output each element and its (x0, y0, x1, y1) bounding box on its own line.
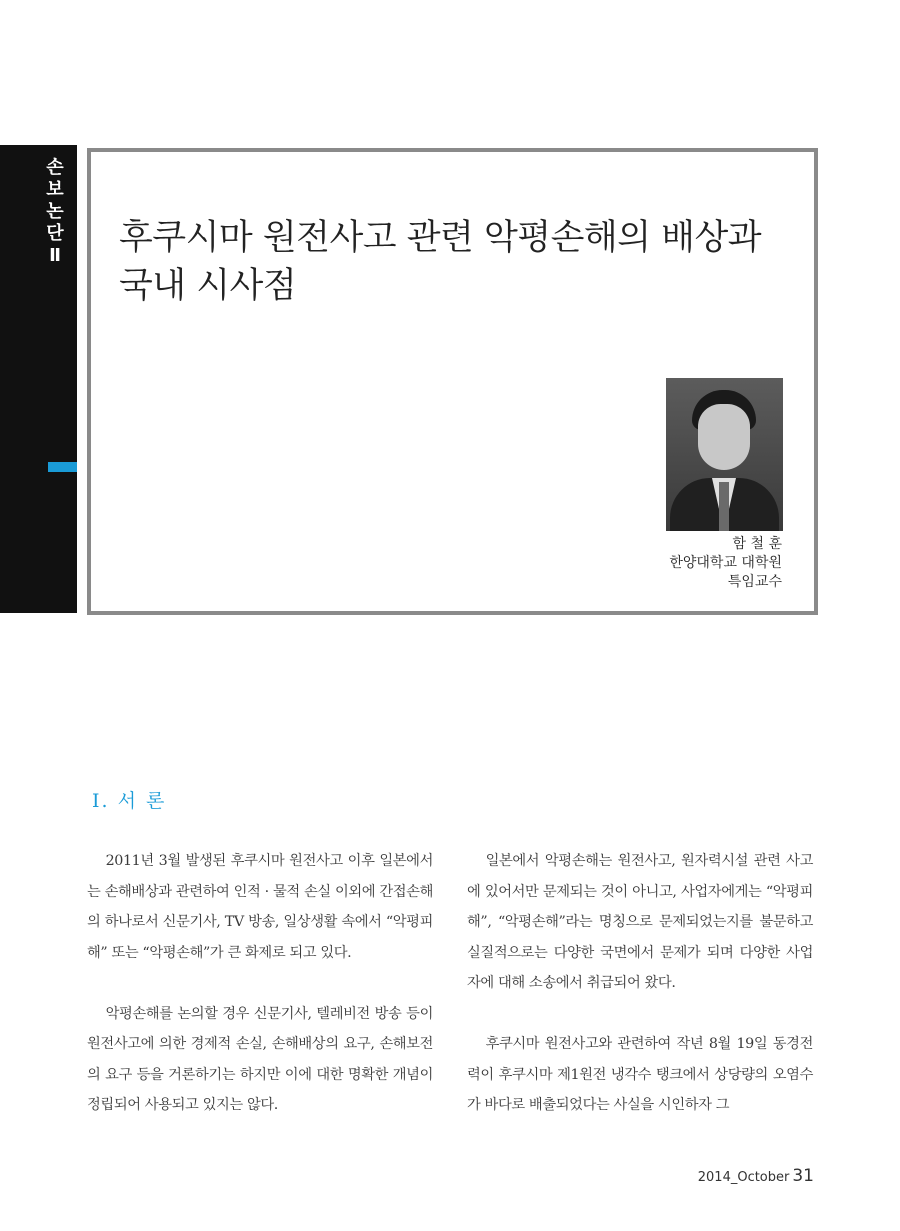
section-label: 손 보 논 단 Ⅱ (46, 157, 64, 266)
article-title (119, 214, 799, 310)
body-column-left (87, 846, 433, 1151)
article-title-line2: 국내 시사점 (119, 266, 297, 306)
paragraph: 악평손해를 논의할 경우 신문기사, 텔레비전 방송 등이 원전사고에 의한 경제적 손실, 손해배상의 요구, 손해보전의 요구 등을 거론하기는 하지만 이에 대한 명확한 개념이 정립되어 사용되고 있지는 않다. (87, 1005, 433, 1113)
author-position: 특임교수 (727, 574, 782, 590)
issue-label: 2014_October (697, 1170, 790, 1185)
article-title-line1: 후쿠시마 원전사고 관련 악평손해의 배상과 (119, 218, 762, 258)
body-column-right (467, 846, 813, 1151)
author-name: 함 철 훈 (732, 536, 782, 552)
author-info (669, 535, 782, 592)
page-footer (698, 1166, 814, 1186)
section-heading: Ⅰ. 서 론 (92, 790, 167, 812)
author-photo (666, 378, 783, 531)
section-side-tab (0, 145, 77, 613)
page-number: 31 (792, 1166, 814, 1186)
paragraph: 일본에서 악평손해는 원전사고, 원자력시설 관련 사고에 있어서만 문제되는 것이 아니고, 사업자에게는 “악평피해”, “악평손해”라는 명칭으로 문제되었는지를 불문하고 실질적으로는 다양한 국면에서 문제가 되며 다양한 사업자에 대해 소송에서 취급되어 왔다. (467, 853, 813, 991)
accent-bar (48, 462, 77, 472)
paragraph: 후쿠시마 원전사고와 관련하여 작년 8월 19일 동경전력이 후쿠시마 제1원전 냉각수 탱크에서 상당량의 오염수가 바다로 배출되었다는 사실을 시인하자 그 (467, 1036, 813, 1113)
paragraph: 2011년 3월 발생된 후쿠시마 원전사고 이후 일본에서는 손해배상과 관련하여 인적 · 물적 손실 이외에 간접손해의 하나로서 신문기사, TV 방송, 일상생활 속에서 “악평피해” 또는 “악평손해”가 큰 화제로 되고 있다. (87, 853, 433, 961)
title-box (87, 148, 818, 615)
author-affiliation: 한양대학교 대학원 (669, 555, 782, 571)
